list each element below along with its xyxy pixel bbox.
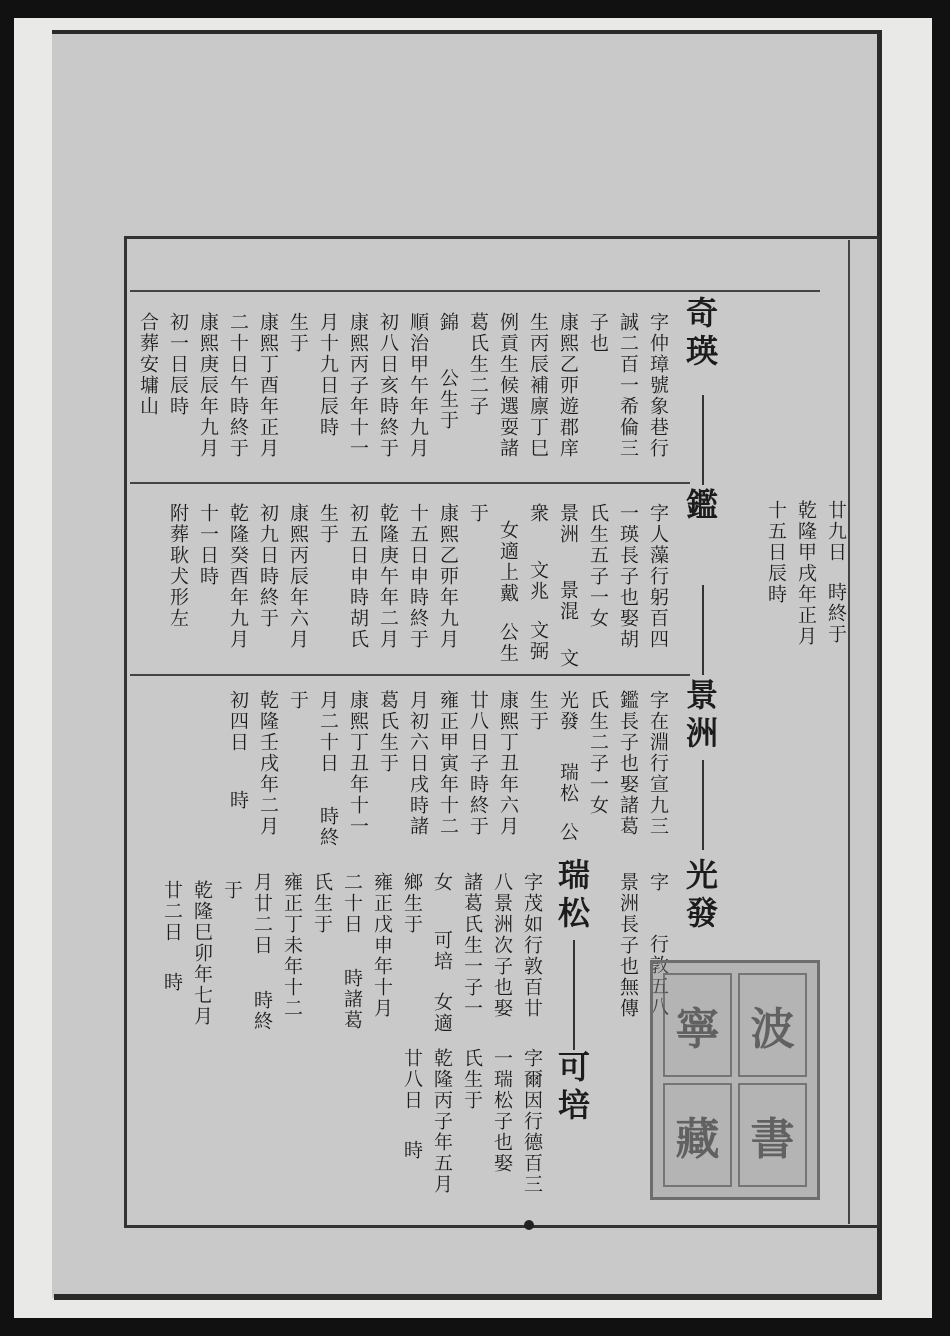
ancestor-name-guangfa: 光發 [681, 858, 719, 934]
biography-column: 八景洲次子也娶 [491, 872, 513, 1019]
biography-column: 文兆 [527, 560, 549, 602]
biography-column: 二十日午時終于 [227, 312, 249, 459]
biography-column: 諸葛氏生一子一 [461, 872, 483, 1019]
frame-inner-rule [848, 240, 850, 1224]
binding-hole [524, 1220, 534, 1230]
biography-column: 字在淵行宣九三 [647, 690, 669, 837]
rule-2 [130, 674, 690, 676]
biography-column: 氏生于 [311, 872, 333, 935]
biography-column: 廿二日 [161, 880, 183, 943]
seal-glyph: 書 [738, 1083, 807, 1187]
biography-column: 瑞松 [557, 762, 579, 804]
biography-column: 一瑞松子也娶 [491, 1048, 513, 1174]
biography-column: 初四日 [227, 690, 249, 753]
biography-column: 氏生二子一女 [587, 690, 609, 816]
biography-column: 時 [227, 790, 249, 811]
biography-column: 月初六日戌時諸 [407, 690, 429, 837]
biography-column: 月十九日辰時 [317, 312, 339, 438]
biography-column: 字 [647, 872, 669, 893]
biography-column: 一瑛長子也娶胡 [617, 503, 639, 650]
biography-column: 于 [467, 503, 489, 524]
biography-column: 字爾因行德百三 [521, 1048, 543, 1195]
biography-column: 誠二百一希倫三 [617, 312, 639, 459]
biography-column: 氏生于 [461, 1048, 483, 1111]
rule-top [130, 290, 820, 292]
biography-column: 于 [287, 690, 309, 711]
ancestor-name-qiying: 奇瑛 [681, 296, 719, 372]
page-bottom-edge [54, 1294, 882, 1300]
biography-column: 康熙乙丣遊郡庠 [557, 312, 579, 459]
margin-column: 時終于 [825, 582, 847, 645]
ancestor-name-jingzhou: 景洲 [681, 678, 719, 754]
lineage-connector [702, 395, 704, 485]
biography-column: 月二十日 [317, 690, 339, 774]
biography-column: 十一日時 [197, 503, 219, 587]
biography-column: 字仲璋號象巷行 [647, 312, 669, 459]
biography-column: 乾隆巳卯年七月 [191, 880, 213, 1027]
collector-seal [650, 960, 820, 1200]
biography-column: 文弼 [527, 620, 549, 662]
rule-1 [130, 482, 690, 484]
biography-column: 葛氏生于 [377, 690, 399, 774]
biography-column: 生于 [527, 690, 549, 732]
biography-column: 行敦五八 [647, 934, 669, 1018]
biography-column: 月廿二日 [251, 872, 273, 956]
ancestor-name-ruisong: 瑞松 [553, 858, 591, 934]
biography-column: 康熙丙子年十一 [347, 312, 369, 459]
biography-column: 氏生五子一女 [587, 503, 609, 629]
biography-column: 子也 [587, 312, 609, 354]
biography-column: 初一日辰時 [167, 312, 189, 417]
biography-column: 例貢生候選耍諸 [497, 312, 519, 459]
biography-column: 乾隆庚午年二月 [377, 503, 399, 650]
biography-column: 生丙辰補廪丁巳 [527, 312, 549, 459]
lineage-connector [573, 940, 575, 1050]
biography-column: 生于 [287, 312, 309, 354]
biography-column: 時終 [317, 806, 339, 848]
biography-column: 初九日時終于 [257, 503, 279, 629]
biography-column: 鄉生于 [401, 872, 423, 935]
biography-column: 乾隆壬戌年二月 [257, 690, 279, 837]
biography-column: 光發 [557, 690, 579, 732]
biography-column: 康熙庚辰年九月 [197, 312, 219, 459]
biography-column: 康熙丙辰年六月 [287, 503, 309, 650]
biography-column: 景混 [557, 580, 579, 622]
biography-column: 廿八日子時終于 [467, 690, 489, 837]
biography-column: 附葬耿犬形左 [167, 503, 189, 629]
biography-column: 生于 [317, 503, 339, 545]
biography-column: 公生 [497, 622, 519, 664]
biography-column: 女適 [431, 992, 453, 1034]
biography-column: 鑑長子也娶諸葛 [617, 690, 639, 837]
biography-column: 錦 [437, 312, 459, 333]
ancestor-name-kepei: 可培 [553, 1050, 591, 1126]
biography-column: 文 [557, 648, 579, 669]
biography-column: 乾隆癸酉年九月 [227, 503, 249, 650]
margin-column: 十五日辰時 [765, 500, 787, 605]
biography-column: 衆 [527, 503, 549, 524]
seal-glyph: 寧 [663, 973, 732, 1077]
biography-column: 康熙丁酉年正月 [257, 312, 279, 459]
biography-column: 雍正丁未年十二 [281, 872, 303, 1019]
biography-column: 雍正甲寅年十二 [437, 690, 459, 837]
biography-column: 二十日 [341, 872, 363, 935]
biography-column: 時終 [251, 990, 273, 1032]
biography-column: 初八日亥時終于 [377, 312, 399, 459]
biography-column: 于 [221, 880, 243, 901]
biography-column: 乾隆丙子年五月 [431, 1048, 453, 1195]
biography-column: 女 [431, 872, 453, 893]
biography-column: 公生于 [437, 368, 459, 431]
biography-column: 廿八日 [401, 1048, 423, 1111]
biography-column: 公 [557, 822, 579, 843]
biography-column: 十五日申時終于 [407, 503, 429, 650]
biography-column: 康熙乙丣年九月 [437, 503, 459, 650]
biography-column: 時 [401, 1140, 423, 1161]
biography-column: 字人藻行躬百四 [647, 503, 669, 650]
biography-column: 康熙丁丑年六月 [497, 690, 519, 837]
biography-column: 景洲 [557, 503, 579, 545]
biography-column: 可培 [431, 930, 453, 972]
margin-column: 廿九日 [825, 500, 847, 563]
biography-column: 女適上戴 [497, 520, 519, 604]
biography-column: 合葬安墉山 [137, 312, 159, 417]
lineage-connector [702, 760, 704, 850]
seal-glyph: 波 [738, 973, 807, 1077]
biography-column: 雍正戊申年十月 [371, 872, 393, 1019]
biography-column: 時 [161, 972, 183, 993]
biography-column: 順治甲午年九月 [407, 312, 429, 459]
seal-glyph: 藏 [663, 1083, 732, 1187]
lineage-connector [702, 585, 704, 675]
biography-column: 初五日申時胡氏 [347, 503, 369, 650]
biography-column: 康熙丁丑年十一 [347, 690, 369, 837]
ancestor-name-jian: 鑑 [681, 488, 719, 526]
biography-column: 景洲長子也無傳 [617, 872, 639, 1019]
biography-column: 字茂如行敦百廿 [521, 872, 543, 1019]
biography-column: 時諸葛 [341, 968, 363, 1031]
margin-column: 乾隆甲戌年正月 [795, 500, 817, 647]
biography-column: 葛氏生二子 [467, 312, 489, 417]
